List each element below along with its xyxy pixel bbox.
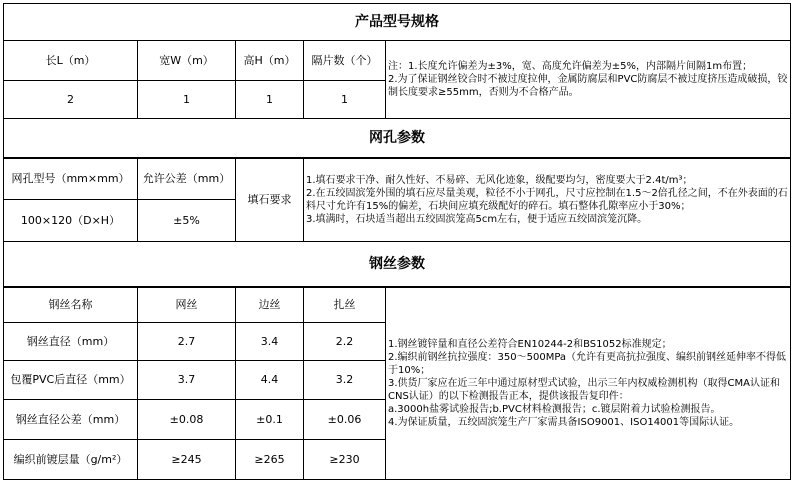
value-height: 1 — [236, 81, 304, 119]
fill-label: 填石要求 — [236, 159, 304, 242]
value-length: 2 — [4, 81, 138, 119]
cell: 钢丝直径公差（mm） — [4, 400, 138, 440]
cell: ±0.06 — [304, 400, 386, 440]
mesh-title: 网孔参数 — [4, 119, 791, 158]
cell: 2.7 — [138, 323, 236, 361]
cell: 2.2 — [304, 323, 386, 361]
cell: 3.7 — [138, 361, 236, 400]
cell: ≥245 — [138, 440, 236, 480]
header-mesh-wire: 网丝 — [138, 288, 236, 323]
mesh-table — [3, 158, 791, 287]
mesh-notes — [304, 159, 791, 242]
cell: ±0.08 — [138, 400, 236, 440]
cell: 钢丝直径（mm） — [4, 323, 138, 361]
wire-note: 4.为保证质量，五绞固滨笼生产厂家需具备ISO9001、ISO14001等国际认证。 — [388, 417, 740, 428]
header-wire-name: 钢丝名称 — [4, 288, 138, 323]
wire-note: 3.供货厂家应在近三年中通过原材型式试验，出示三年内权威检测机构（取得CMA认证和CNS认证）的以下检测报告正本，提供该报告复印件： — [388, 378, 780, 402]
cell: 3.4 — [236, 323, 304, 361]
value-dividers: 1 — [304, 81, 386, 119]
header-edge-wire: 边丝 — [236, 288, 304, 323]
cell: 包覆PVC后直径（mm） — [4, 361, 138, 400]
product-spec-title: 产品型号规格 — [4, 4, 791, 41]
wire-note: 1.钢丝镀锌量和直径公差符合EN10244-2和BS1052标准规定； — [388, 339, 672, 350]
spec-notes — [386, 41, 791, 119]
cell: ±0.1 — [236, 400, 304, 440]
cell: ≥230 — [304, 440, 386, 480]
cell: ≥265 — [236, 440, 304, 480]
value-tolerance: ±5% — [138, 200, 236, 242]
spec-note: 注：1.长度允许偏差为±3%，宽、高度允许偏差为±5%，内部隔片间隔1m布置； — [388, 61, 753, 72]
value-mesh-type: 100×120（D×H） — [4, 200, 138, 242]
header-length: 长L（m） — [4, 41, 138, 81]
product-spec-table — [3, 3, 791, 158]
wire-title: 钢丝参数 — [4, 242, 791, 287]
spec-note: 2.为了保证钢丝铰合时不被过度拉伸，金属防腐层和PVC防腐层不被过度挤压造成破损，铰制长度要求≥55mm，否则为不合格产品。 — [388, 74, 788, 98]
header-tie-wire: 扎丝 — [304, 288, 386, 323]
cell: 编织前镀层量（g/m²） — [4, 440, 138, 480]
header-mesh-type: 网孔型号（mm×mm） — [4, 159, 138, 200]
header-width: 宽W（m） — [138, 41, 236, 81]
wire-note: a.3000h盐雾试验报告;b.PVC材料检测报告；c.镀层附着力试验检测报告。 — [388, 404, 721, 415]
header-tolerance: 允许公差（mm） — [138, 159, 236, 200]
wire-notes — [386, 288, 791, 480]
mesh-note: 3.填满时，石块适当超出五绞固滨笼高5cm左右，便于适应五绞固滨笼沉降。 — [306, 214, 648, 225]
header-height: 高H（m） — [236, 41, 304, 81]
cell: 3.2 — [304, 361, 386, 400]
mesh-note: 2.在五绞固滨笼外围的填石应尽量美观，粒径不小于网孔，尺寸应控制在1.5～2倍孔径之间，不在外表面的石料尺寸允许有15%的偏差，石块间应填充级配好的碎石。填石整体孔隙率应小于30%； — [306, 188, 788, 212]
mesh-note: 1.填石要求干净、耐久性好、不易碎、无风化迹象，级配要均匀，密度要大于2.4t/m³； — [306, 175, 693, 186]
header-dividers: 隔片数（个） — [304, 41, 386, 81]
cell: 4.4 — [236, 361, 304, 400]
value-width: 1 — [138, 81, 236, 119]
wire-table — [3, 287, 791, 480]
wire-note: 2.编织前钢丝抗拉强度：350～500MPa（允许有更高抗拉强度、编织前钢丝延伸率不得低于10%； — [388, 352, 787, 376]
spec-document — [3, 3, 790, 480]
